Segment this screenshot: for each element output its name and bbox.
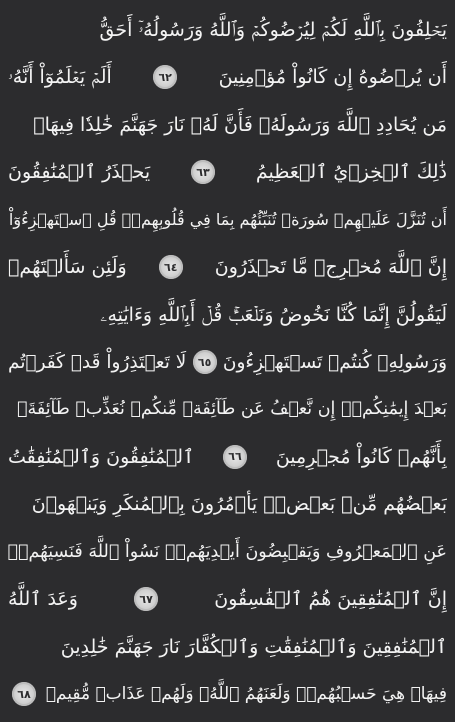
verse-lines [8,6,447,718]
text-line [8,671,447,718]
text-line [8,338,447,385]
verse-text: يَحۡذَرُ ٱلۡمُنَٰفِقُونَ [8,161,151,184]
text-line [8,53,447,100]
verse-text: ٱلۡمُنَٰفِقِينَ وَٱلۡمُنَٰفِقَٰتِ وَٱلۡكُفَّارَ نَارَ جَهَنَّمَ خَٰلِدِينَ [60,635,447,658]
verse-text: بَعۡضُهُم مِّنۢ بَعۡضٖۚ يَأۡمُرُونَ بِٱلۡمُنكَرِ وَيَنۡهَوۡنَ [31,493,447,516]
verse-text: بَعۡدَ إِيمَٰنِكُمۡۚ إِن نَّعۡفُ عَن طَآئِفَةٖ مِّنكُمۡ نُعَذِّبۡ طَآئِفَةَۢ [16,399,447,420]
verse-text: لَيَقُولُنَّ إِنَّمَا كُنَّا نَخُوضُ وَنَلۡعَبُۚ قُلۡ أَبِٱللَّهِ وَءَايَٰتِهِۦ [100,303,447,326]
verse-text: وَلَئِن سَأَلۡتَهُمۡ [8,256,127,279]
verse-text: أَلَمۡ يَعۡلَمُوٓاْ أَنَّهُۥ [8,66,112,89]
verse-text: أَن تُنَزَّلَ عَلَيۡهِمۡ سُورَةٞ تُنَبِّئُهُم بِمَا فِي قُلُوبِهِمۡۚ قُلِ ٱسۡتَهۡزِءُوٓاْ [8,210,447,230]
text-line [8,291,447,338]
text-line [8,196,447,243]
verse-text: ذَٰلِكَ ٱلۡخِزۡيُ ٱلۡعَظِيمُ [255,161,447,184]
text-line [8,433,447,480]
ayah-number-marker: ٦٤ [159,255,183,279]
text-line [8,386,447,433]
verse-text: لَا تَعۡتَذِرُواْ قَدۡ كَفَرۡتُم [8,351,187,373]
verse-text: وَعَدَ ٱللَّهُ [8,588,78,611]
text-line [8,6,447,53]
text-line [8,576,447,623]
ayah-number-marker: ٦٦ [223,445,247,469]
text-line [8,481,447,528]
ayah-number-marker: ٦٧ [134,587,158,611]
ayah-number-marker: ٦٢ [153,65,177,89]
text-line [8,243,447,290]
verse-text: ٱلۡمُنَٰفِقُونَ وَٱلۡمُنَٰفِقَٰتُ [8,445,195,468]
ayah-number-marker: ٦٣ [191,160,215,184]
verse-text: إِنَّ ٱللَّهَ مُخۡرِجٞ مَّا تَحۡذَرُونَ [214,256,447,279]
verse-text: فِيهَاۚ هِيَ حَسۡبُهُمۡۚ وَلَعَنَهُمُ ٱللَّهُۖ وَلَهُمۡ عَذَابٞ مُّقِيمٞ [45,684,447,705]
verse-text: عَنِ ٱلۡمَعۡرُوفِ وَيَقۡبِضُونَ أَيۡدِيَهُمۡۚ نَسُواْ ٱللَّهَ فَنَسِيَهُمۡۚ [8,541,447,562]
verse-text: يَحۡلِفُونَ بِٱللَّهِ لَكُمۡ لِيُرۡضُوكُمۡ وَٱللَّهُ وَرَسُولُهُۥٓ أَحَقُّ [99,18,447,41]
verse-text: بِأَنَّهُمۡ كَانُواْ مُجۡرِمِينَ [275,445,447,468]
verse-text: وَرَسُولِهِۦ كُنتُمۡ تَسۡتَهۡزِءُونَ [222,351,447,373]
text-line [8,623,447,670]
verse-text: مَن يُحَادِدِ ٱللَّهَ وَرَسُولَهُۥ فَأَنَّ لَهُۥ نَارَ جَهَنَّمَ خَٰلِدٗا فِيهَاۚ [33,113,447,136]
text-line [8,101,447,148]
text-line [8,528,447,575]
ayah-number-marker: ٦٥ [193,350,217,374]
verse-text: أَن يُرۡضُوهُ إِن كَانُواْ مُؤۡمِنِينَ [218,66,447,89]
text-line [8,148,447,195]
verse-text: إِنَّ ٱلۡمُنَٰفِقِينَ هُمُ ٱلۡفَٰسِقُونَ [214,588,447,611]
ayah-number-marker: ٦٨ [12,682,36,706]
